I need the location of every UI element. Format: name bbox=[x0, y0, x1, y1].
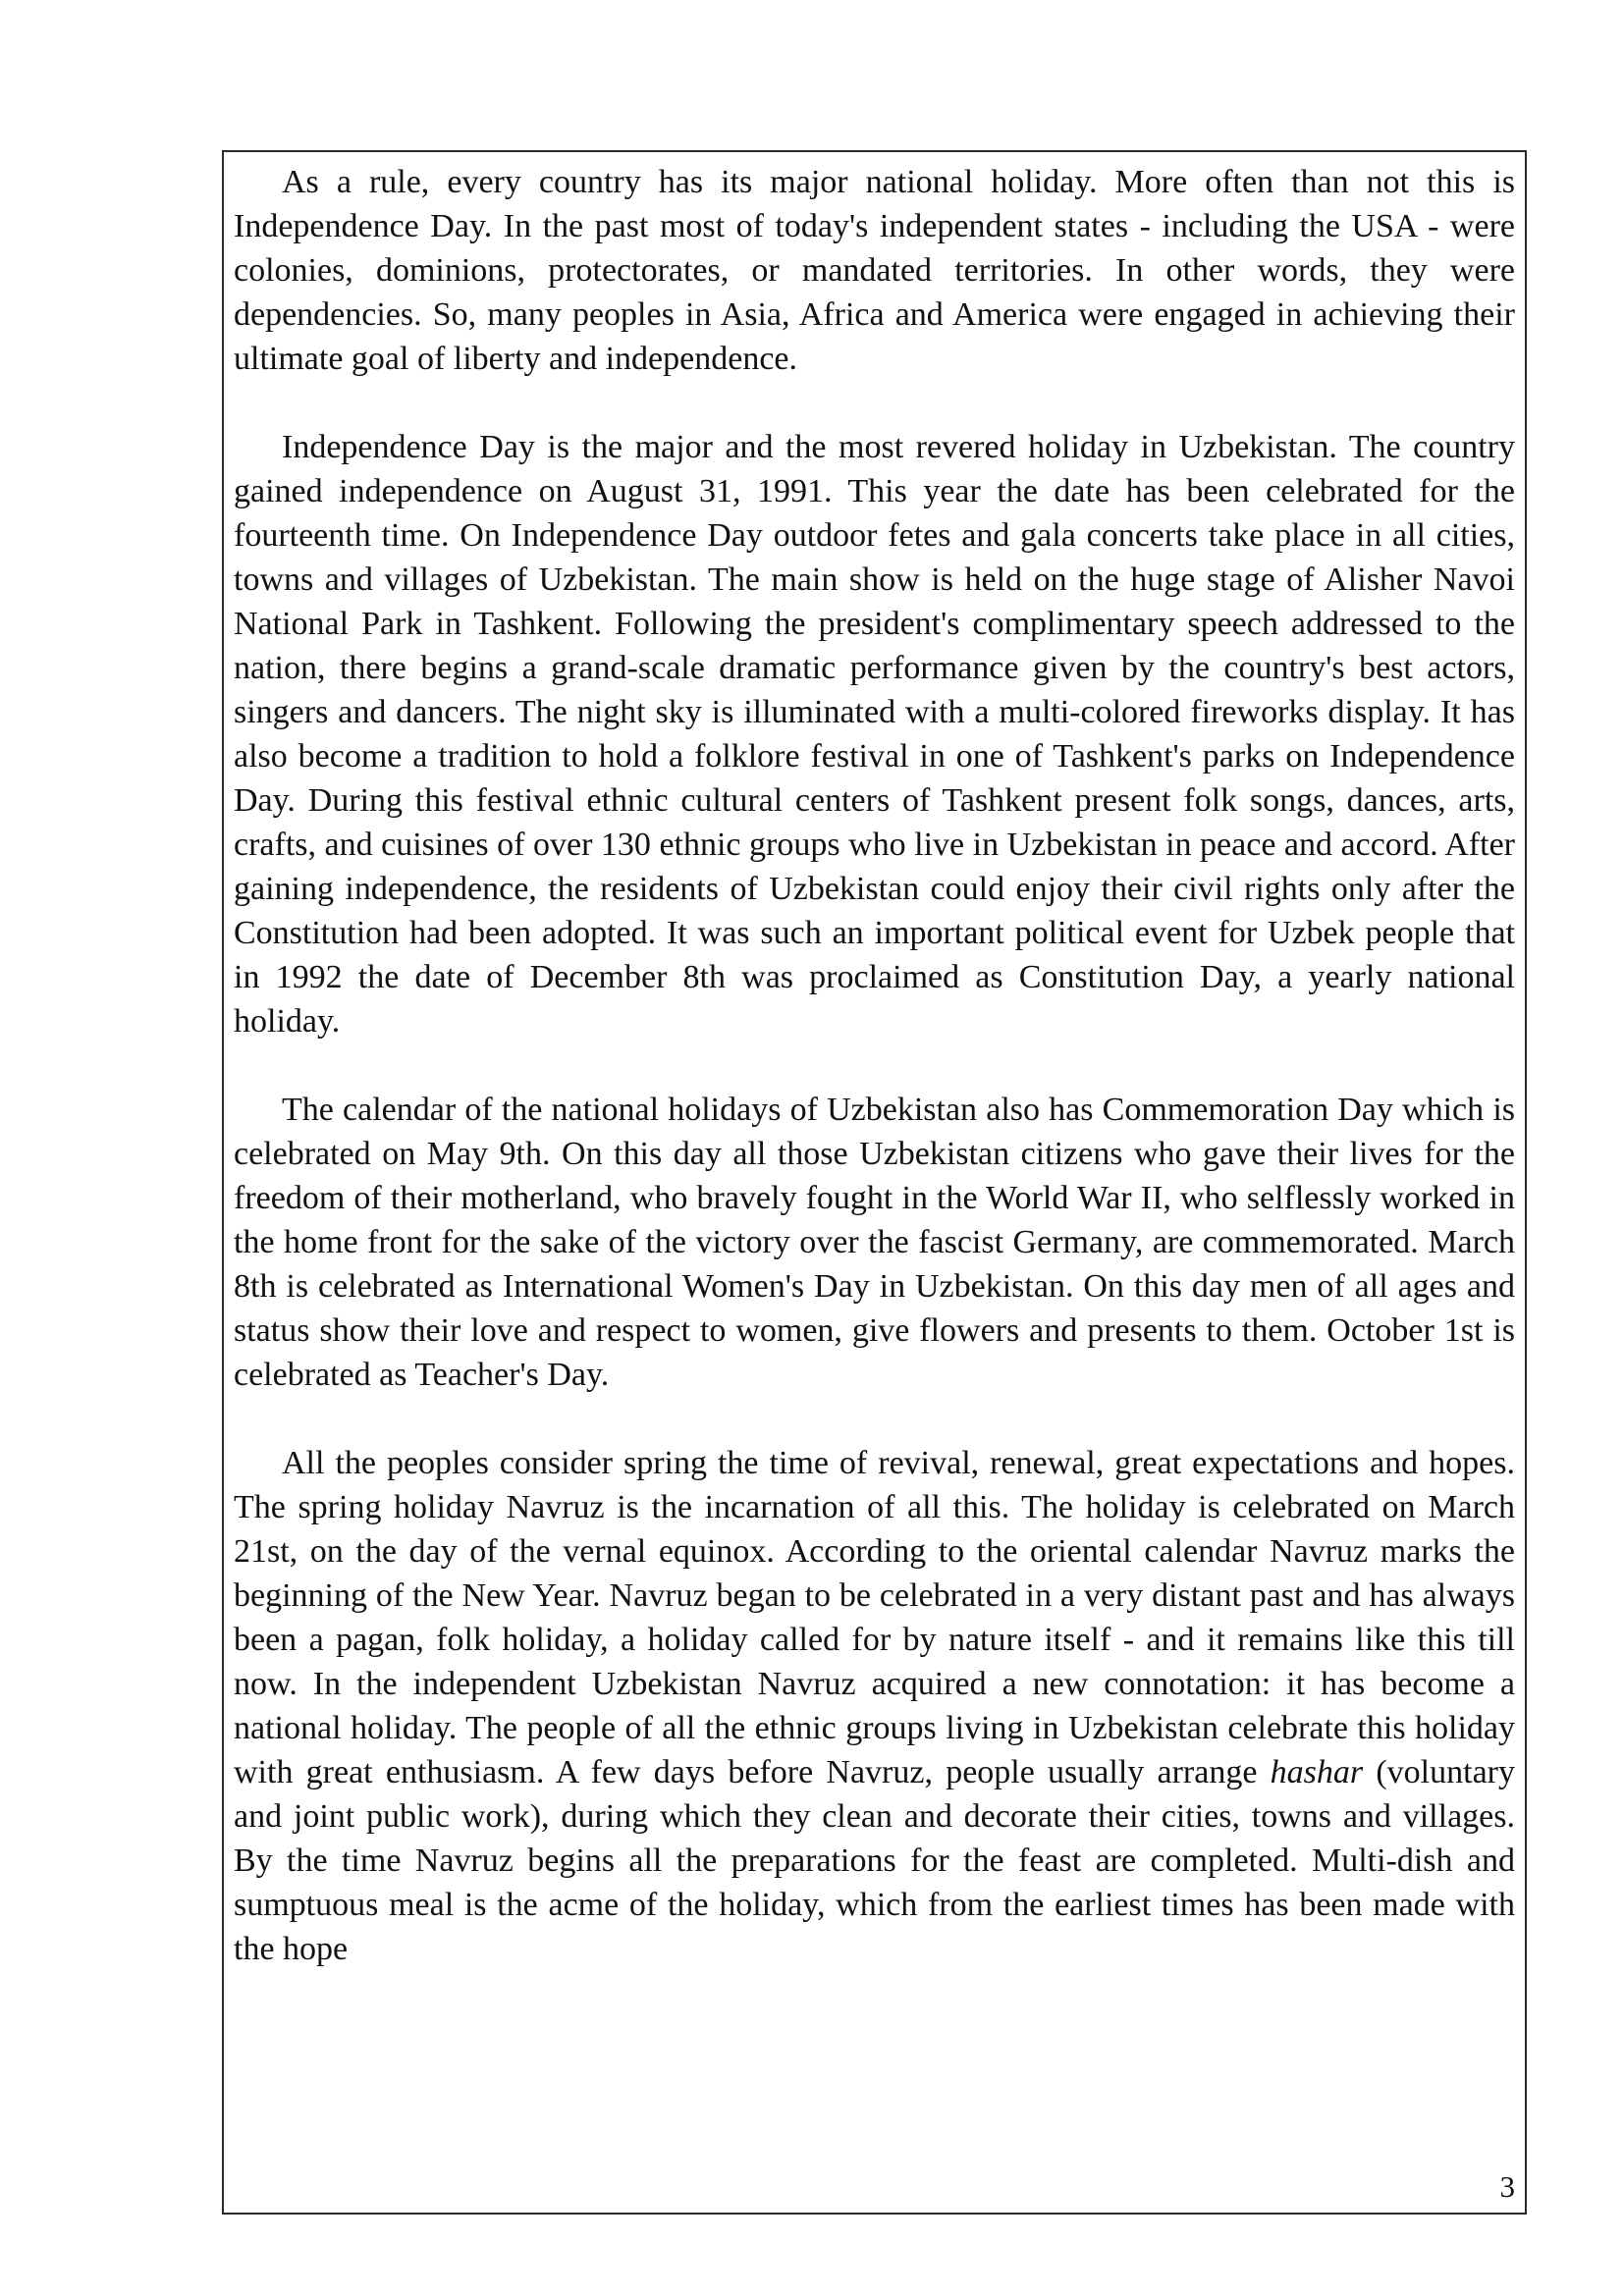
page-frame bbox=[222, 150, 1527, 2215]
paragraph-commemoration-day: The calendar of the national holidays of Uzbekistan also has Commemoration Day which is celebrated on May 9th. On this day all those Uzbekistan citizens who gave their lives for the freedom of their motherland, who bravely fought in the World War II, who selflessly worked in the home front for the sake of the victory over the fascist Germany, are commemorated. March 8th is celebrated as International Women's Day in Uzbekistan. On this day men of all ages and status show their love and respect to women, give flowers and presents to them. October 1st is celebrated as Teacher's Day. bbox=[234, 1092, 1515, 1393]
paragraph-independence-day-intro: As a rule, every country has its major national holiday. More often than not this is Independence Day. In the past most of today's independent states - including the USA - were colonies, dominions, protectorates, or mandated territories. In other words, they were dependencies. So, many peoples in Asia, Africa and America were engaged in achieving their ultimate goal of liberty and independence. bbox=[234, 164, 1515, 377]
hashar-term: hashar bbox=[1270, 1754, 1364, 1790]
paragraph-uzbekistan-independence-day: Independence Day is the major and the most revered holiday in Uzbekistan. The country gained independence on August 31, 1991. This year the date has been celebrated for the fourteenth time. On Independence Day outdoor fetes and gala concerts take place in all cities, towns and villages of Uzbekistan. The main show is held on the huge stage of Alisher Navoi National Park in Tashkent. Following the president's complimentary speech addressed to the nation, there begins a grand-scale dramatic performance given by the country's best actors, singers and dancers. The night sky is illuminated with a multi-colored fireworks display. It has also become a tradition to hold a folklore festival in one of Tashkent's parks on Independence Day. During this festival ethnic cultural centers of Tashkent present folk songs, dances, arts, crafts, and cuisines of over 130 ethnic groups who live in Uzbekistan in peace and accord. After gaining independence, the residents of Uzbekistan could enjoy their civil rights only after the Constitution had been adopted. It was such an important political event for Uzbek people that in 1992 the date of December 8th was proclaimed as Constitution Day, a yearly national holiday. bbox=[234, 429, 1515, 1040]
page-number: 3 bbox=[1499, 2169, 1515, 2204]
paragraph-navruz-text-before: All the peoples consider spring the time of revival, renewal, great expectations and hopes. The spring holiday Navruz is the incarnation of all this. The holiday is celebrated on March 21st, on the day of the vernal equinox. According to the oriental calendar Navruz marks the beginning of the New Year. Navruz began to be celebrated in a very distant past and has always been a pagan, folk holiday, a holiday called for by nature itself - and it remains like this till now. In the independent Uzbekistan Navruz acquired a new connotation: it has become a national holiday. The people of all the ethnic groups living in Uzbekistan celebrate this holiday with great enthusiasm. A few days before Navruz, people usually arrange bbox=[234, 1445, 1515, 1790]
document-body bbox=[234, 160, 1515, 1971]
paragraph-navruz bbox=[234, 1441, 1515, 1971]
paragraph-navruz-text-after: (voluntary and joint public work), during which they clean and decorate their cities, towns and villages. By the time Navruz begins all the preparations for the feast are completed. Multi-dish and sumptuous meal is the acme of the holiday, which from the earliest times has been made with the hope bbox=[234, 1754, 1515, 1967]
